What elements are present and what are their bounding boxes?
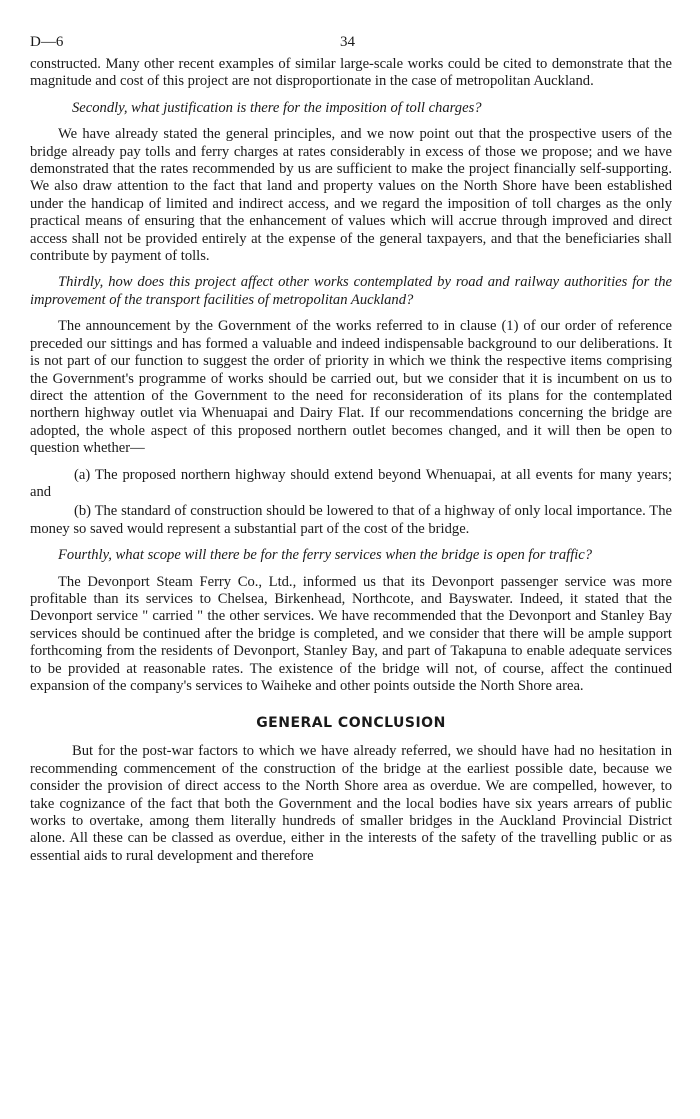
paragraph-continued: constructed. Many other recent examples of similar large-scale works could be cited to demonstrate that the magnitude and cost of this project are not disproportionate in the case of metropolitan Auckland. bbox=[30, 56, 672, 90]
document-page bbox=[30, 34, 672, 865]
question-thirdly: Thirdly, how does this project affect other works contemplated by road and railway authorities for the improvement of the transport facilities of metropolitan Auckland? bbox=[30, 274, 672, 308]
paragraph-conclusion: But for the post-war factors to which we have already referred, we should have had no hesitation in recommending commencement of the construction of the bridge at the earliest possible date, because we consider the provision of direct access to the North Shore area as overdue. We are compelled, however, to take cognizance of the fact that both the Government and the local bodies have six years arrears of public works to overtake, among them literally hundreds of smaller bridges in the Auckland Provincial District alone. All these can be classed as overdue, either in the interests of the safety of the travelling public or as essential aids to rural development and therefore bbox=[30, 743, 672, 864]
paragraph-ferry-services: The Devonport Steam Ferry Co., Ltd., informed us that its Devonport passenger service was more profitable than its services to Chelsea, Birkenhead, Northcote, and Bayswater. Indeed, it stated that the Devonport service " carried " the other services. We have recommended that the Devonport and Stanley Bay services should be continued after the bridge is completed, and we consider that there will be ample support forthcoming from the residents of Devonport, Stanley Bay, and part of Takapuna to enable adequate services to be provided at reasonable rates. The existence of the bridge will not, of course, affect the continued expansion of the company's services to Waiheke and other points outside the North Shore area. bbox=[30, 573, 672, 694]
paragraph-other-works: The announcement by the Government of the works referred to in clause (1) of our order of reference preceded our sittings and has formed a valuable and indeed indispensable background to our deliberations. It is not part of our function to suggest the order of priority in which we think the respective items comprising the Government's programme of works should be carried out, but we consider that it is incumbent on us to direct the attention of the Government to the need for reconsideration of its plans for the contemplated northern highway outlet via Whenuapai and Dairy Flat. If our recommendations concerning the bridge are adopted, the whole aspect of this proposed northern outlet becomes changed, and it will then be open to question whether— bbox=[30, 318, 672, 457]
question-secondly: Secondly, what justification is there for the imposition of toll charges? bbox=[72, 99, 482, 116]
section-heading: GENERAL CONCLUSION bbox=[256, 715, 446, 732]
list-item-b: (b) The standard of construction should be lowered to that of a highway of only local importance. The money so saved would represent a substantial part of the cost of the bridge. bbox=[30, 503, 672, 537]
page-number: 34 bbox=[340, 34, 355, 50]
page-header bbox=[30, 34, 672, 56]
page-reference: D—6 bbox=[30, 34, 64, 50]
paragraph-toll-charges: We have already stated the general principles, and we now point out that the prospective users of the bridge already pay tolls and ferry charges at rates considerably in excess of those we propose; and we have demonstrated that the rates recommended by us are sufficient to make the project financially self-supporting. We also draw attention to the fact that land and property values on the North Shore have been established under the handicap of limited and indirect access, and we regard the imposition of toll charges as the only practical means of ensuring that the enhancement of values which will accrue through improved and direct access shall not be provided entirely at the expense of the general taxpayers, and that the beneficiaries shall contribute by payment of tolls. bbox=[30, 126, 672, 265]
body-text bbox=[30, 56, 672, 865]
question-fourthly: Fourthly, what scope will there be for the ferry services when the bridge is open for traffic? bbox=[58, 547, 593, 564]
list-item-a: (a) The proposed northern highway should extend beyond Whenuapai, at all events for many years; and bbox=[30, 466, 672, 500]
